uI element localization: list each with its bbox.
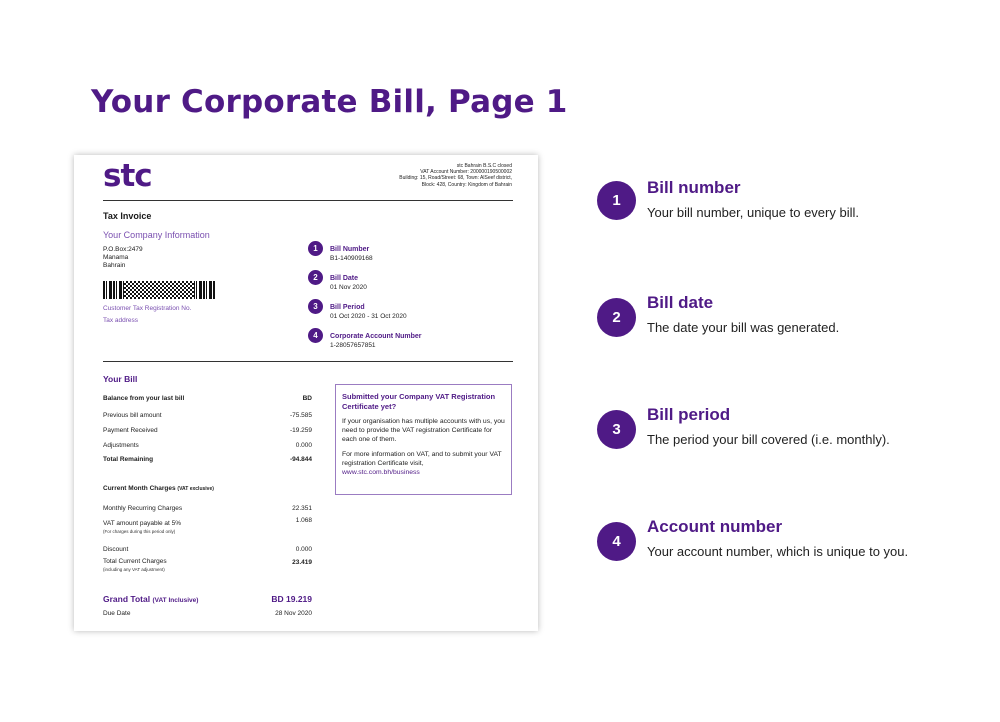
stc-logo: stc — [103, 158, 152, 194]
bill-date-label: Bill Date — [330, 275, 359, 282]
current-charges-title: Current Month Charges — [103, 485, 176, 492]
monthly-charges-value: 22.351 — [292, 505, 312, 512]
grand-total-label — [103, 594, 198, 604]
barcode-pattern — [124, 281, 194, 299]
balance-row-value: -75.585 — [289, 412, 312, 419]
total-remaining-value: -94.844 — [289, 456, 312, 463]
balance-row-label: Previous bill amount — [103, 412, 162, 419]
account-number-label: Corporate Account Number — [330, 333, 422, 340]
legend-title: Bill number — [647, 178, 741, 197]
divider — [103, 361, 513, 362]
account-number-value: 1-28057657851 — [330, 342, 376, 349]
discount-label: Discount — [103, 546, 129, 553]
page-title: Your Corporate Bill, Page 1 — [91, 84, 568, 120]
balance-row-label: Payment Received — [103, 427, 158, 434]
bill-date-value: 01 Nov 2020 — [330, 284, 367, 291]
legend-description: Your account number, which is unique to you. — [647, 544, 909, 559]
bill-number-value: B1-140909168 — [330, 255, 373, 262]
legend-title: Account number — [647, 517, 783, 536]
vat-box-para1: If your organisation has multiple accounts with us, you need to provide the VAT registration Certificate for each one of them. — [342, 418, 505, 443]
company-line: stc Bahrain B.S.C closed — [456, 163, 512, 169]
bill-period-label: Bill Period — [330, 304, 365, 311]
current-charges-note: (VAT exclusive) — [177, 486, 214, 492]
monthly-charges-label: Monthly Recurring Charges — [103, 505, 183, 512]
your-bill-heading: Your Bill — [103, 374, 138, 384]
grand-total-value: BD 19.219 — [271, 594, 312, 604]
number-circle: 1 — [597, 181, 636, 220]
total-current-label: Total Current Charges — [103, 558, 167, 565]
balance-row-label: Adjustments — [103, 442, 139, 449]
total-remaining-label: Total Remaining — [103, 456, 154, 463]
number-circle: 3 — [597, 410, 636, 449]
grand-total-note: (VAT Inclusive) — [152, 597, 199, 604]
company-line: Building: 15, Road/Street: 68, Town: AlSeef district, — [399, 175, 512, 182]
address-line: P.O.Box:2479 — [103, 246, 143, 253]
tax-invoice-heading: Tax Invoice — [103, 211, 152, 221]
balance-row-value: -19.259 — [289, 427, 312, 434]
number-badge: 1 — [308, 241, 323, 256]
total-current-value: 23.419 — [292, 559, 312, 566]
bill-preview — [74, 155, 538, 631]
address — [103, 246, 143, 270]
bill-period-value: 01 Oct 2020 - 31 Oct 2020 — [330, 313, 407, 320]
vat-box-para2: For more information on VAT, and to submit your VAT registration Certificate visit, — [342, 451, 502, 468]
discount-value: 0.000 — [295, 546, 312, 553]
vat-box-link[interactable]: www.stc.com.bh/business — [342, 468, 420, 476]
address-line: Manama — [103, 254, 129, 261]
vat-box-heading: Submitted your Company VAT Registration Certificate yet? — [342, 392, 496, 411]
number-badge: 4 — [308, 328, 323, 343]
vat-certificate-box — [335, 384, 512, 495]
customer-tax-reg-label: Customer Tax Registration No. — [103, 305, 192, 312]
tax-address-label: Tax address — [103, 317, 139, 324]
balance-row-value: 0.000 — [295, 442, 312, 449]
vat-note: (For charges during this period only) — [103, 529, 176, 534]
legend-title: Bill date — [647, 293, 714, 312]
balance-header: Balance from your last bill — [103, 395, 185, 402]
due-date-label: Due Date — [103, 610, 131, 617]
due-date-value: 28 Nov 2020 — [275, 610, 312, 617]
company-line: Block: 428, Country: Kingdom of Bahrain — [421, 181, 512, 188]
legend-title: Bill period — [647, 405, 731, 424]
vat-value: 1.068 — [295, 517, 312, 524]
number-circle: 4 — [597, 522, 636, 561]
company-details — [399, 163, 512, 188]
vat-label: VAT amount payable at 5% — [103, 520, 182, 527]
grand-total-title: Grand Total — [103, 594, 151, 604]
address-line: Bahrain — [103, 262, 126, 269]
company-line: VAT Account Number: 200000190500002 — [420, 169, 512, 176]
current-charges-header — [103, 485, 214, 492]
bill-number-label: Bill Number — [330, 246, 370, 253]
legend-description: Your bill number, unique to every bill. — [647, 205, 859, 220]
number-badge: 2 — [308, 270, 323, 285]
total-current-note: (including any VAT adjustment) — [103, 567, 165, 572]
legend-description: The period your bill covered (i.e. monthly). — [647, 432, 890, 447]
divider — [103, 200, 513, 201]
currency-label: BD — [302, 395, 312, 402]
company-info-label: Your Company Information — [103, 230, 210, 240]
number-badge: 3 — [308, 299, 323, 314]
legend-description: The date your bill was generated. — [647, 320, 840, 335]
number-circle: 2 — [597, 298, 636, 337]
